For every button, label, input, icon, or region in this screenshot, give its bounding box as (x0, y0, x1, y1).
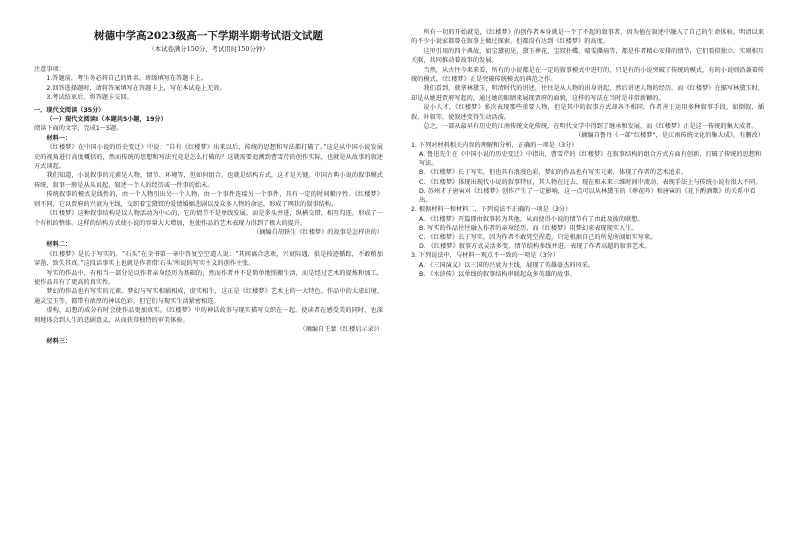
material-paragraph: 总之，一部从最早有历史的江南传统文化传统，在明代文学中得到了继承和发展，而《红楼梦》正是这一传统的集大成者。 (423, 123, 758, 131)
material-paragraph: 《红楼梦》这种叙事结构是以人物活动为中心的，它的情节不是单线发展，而是多头并进，纵横交错，相互勾连，形成了一个有机的整体。这样的结构方式使小说的容量大大增加，也使作品的艺术表现力得到了极大的提升。 (34, 210, 383, 227)
source-citation: （摘编自胡铁生《红楼梦》的故事是怎样讲的） (253, 228, 383, 236)
material-paragraph: 虚构，幻想的成分有时会使作品更加真实。《红楼梦》中的神话故事与现实描写交织在一起，使读者在感受美的同时，也深刻地体会到人生的悲剧意义，从而获得独特的审美体验。 (34, 307, 383, 324)
source-citation: （摘编自王蒙《红楼启示录》） (299, 325, 383, 333)
answer-option: D. 苏州才子唐寅对《红楼梦》创作产生了一定影响，这一点可以从林黛玉的《葬花吟》和唐寅的《花下酌酒歌》的关系中看出。 (419, 187, 756, 205)
notice-item: 1.答题前，考生务必将自己的姓名、班级填写在答题卡上。 (46, 75, 207, 83)
answer-option: A. 《红楼梦》开篇即由叙事转为其他，从而使得小说的情节有了由此及彼的联想。 (419, 215, 644, 223)
material-paragraph: 说小人才，《红楼梦》多次表现那些重要人物，但是其中的叙事方式却各不相同。作者善于运用多种叙事手段，如倒叙、插叙、补叙等，使叙述变得生动活泼。 (411, 104, 764, 121)
answer-option: B. 《红楼梦》长于写实，但也具有浪漫色彩，梦幻的作品也有写实元素，体现了作者的艺术追求。 (419, 169, 688, 177)
reading-instruction: 阅读下面的文字，完成1～5题。 (34, 125, 123, 133)
material-paragraph: 梦幻的作品也有写实的元素。梦幻与写实相辅相成，虚实相生，这正是《红楼梦》艺术上的一大特色。作品中的太虚幻境、通灵宝玉等，都带有浓厚的神话色彩，但它们与现实生活紧密相连。 (34, 288, 383, 305)
material-label: 材料三： (46, 338, 72, 346)
material-paragraph: 当然，从古往今来来看，所有的小说都是在一定的叙事模式中进行的，只是有的小说突破了传统的模式，有的小说则沿袭着传统的模式。《红楼梦》正是突破传统模式的典范之作。 (411, 66, 764, 84)
question (411, 205, 764, 251)
answer-option: A. 《三国演义》以三国的兴衰为主线，展现了英雄豪杰的风采。 (419, 261, 595, 269)
material-paragraph: 这里引用的四个典故，如宝黛初见、黛玉葬花、宝钗扑蝶、晴雯撕扇等，都是作者精心安排的情节，它们看似独立，实则相互关联，共同推动着故事的发展。 (411, 47, 764, 65)
material-paragraph: 传统叙事的模式是线性的，由一个人物引出另一个人物，由一个事件连接另一个事件，具有一定的时间顺序性。《红楼梦》则不同，它以贾府的兴衰为主线，交织着宝黛钗的爱情婚姻悲剧以及众多人物的命运，形成了网状的叙事结构。 (34, 191, 383, 208)
answer-option: B. 写实的作品往往融入作者的亲身经历，而《红楼梦》用梦幻来表现现实人生。 (419, 224, 638, 232)
answer-option: A. 鲁迅先生在《中国小说的历史变迁》中指出，曹雪芹的《红楼梦》在叙事结构的组合方式方面有创新，打破了传统的思想和写法。 (419, 151, 762, 168)
answer-option: C. 《红楼梦》体现出现代小说的叙事特征，其人物在过去、现在和未来三维时间中流动，表现手法上与传统小说有很大不同。 (419, 178, 762, 186)
subsection-heading: （一）现代文阅读Ⅰ（本题共5小题，19分） (46, 116, 167, 124)
material-label: 材料一： (46, 134, 72, 142)
exam-title: 树德中学高2023级高一下学期半期考试语文试题 (94, 30, 323, 42)
question-stem: 3. 下列说法中，与材料一观点不一致的一项是（3分） (411, 252, 559, 260)
material-paragraph: 《红楼梦》在中国小说的历史变迁》中说：“自有《红楼梦》出来以后，传统的思想和写法都打破了。”这是从中国小说发展史的视角进行高度概括的，然而传统的思想和写法究竟是怎么打破的？这就需要追溯到曹雪芹的创作实际，也就是从故事的叙述方式谈起。 (34, 144, 383, 171)
material-label: 材料二： (46, 241, 72, 249)
answer-option: C. 《红楼梦》长于写实，因为作者不敢凭空捏造，只是根据自己的所见所闻如实写来。 (419, 233, 657, 241)
right-column (397, 0, 794, 560)
question (411, 141, 764, 205)
question-stem: 1. 下列对材料相关内容的理解和分析，正确的一项是（3分） (411, 141, 578, 149)
section-heading: 一、现代文阅读（35分） (34, 106, 105, 114)
material-paragraph: 我们看到，就拿林黛玉，明清时代的讲述，往往是从人物的出身讲起，然后讲述人物的经历。而《红楼梦》在描写林黛玉时，却是从她进贾府写起的，通过她的眼睛来展现贾府的面貌，这样的写法在当时是非常新颖的。 (411, 85, 764, 102)
answer-option: D. 《红楼梦》叙事方式灵活多变，情节结构多线并进，表现了作者高超的叙事艺术。 (419, 243, 651, 251)
answer-option: B. 《水浒传》以单线的叙事结构串联起众多英雄的故事。 (419, 270, 576, 278)
material-paragraph: 所有一切的开始就是，《红楼梦》的创作者本身就是一个了不起的叙事者，因为他在叙述中融入了自己的生命体验。明清以来的不少小说家都曾在叙事上做过探索，但都没有达到《红楼梦》的高度。 (411, 29, 764, 46)
material-paragraph: 写实的作品中，有相当一部分是以作者亲身经历为基础的，然而作者并不是简单地照搬生活，而是经过艺术的提炼和加工，使作品具有了更高的真实性。 (34, 269, 383, 286)
material-paragraph: 《红楼梦》是长于写实的。“石头”在全书第一章中答复空空道人说：“其间离合悲欢，兴衰际遇，俱是按迹循踪，不敢稍加穿凿，致失其真。”这段话事实上也就是作者借‘石头’所说的写实主义的创作主张。 (34, 250, 383, 268)
notice-item: 2.回答选择题时，请将答案填写在答题卡上，写在本试卷上无效。 (46, 84, 226, 92)
notice-label: 注意事项： (34, 66, 65, 73)
material-paragraph: 我们知道，小说叙事的元素是人物、情节、环境等，但如何组合，也就是结构方式，这才是关键。中国古典小说的叙事模式传统，叙事一般是从头说起，叙述一个人的经历或一件事的始末。 (34, 172, 383, 189)
exam-subtitle: （本试卷满分150分，考试用时150分钟） (148, 45, 269, 53)
question-stem: 2. 根据材料一和材料二，下列说法不正确的一项是（3分） (411, 206, 572, 214)
question (411, 251, 764, 279)
source-citation: （摘编自鲁丹《一部“红楼梦”，是江南传统文化的集大成》，有删改） (575, 132, 764, 140)
notice-item: 3.考试结束后，将答题卡交回。 (46, 94, 133, 102)
